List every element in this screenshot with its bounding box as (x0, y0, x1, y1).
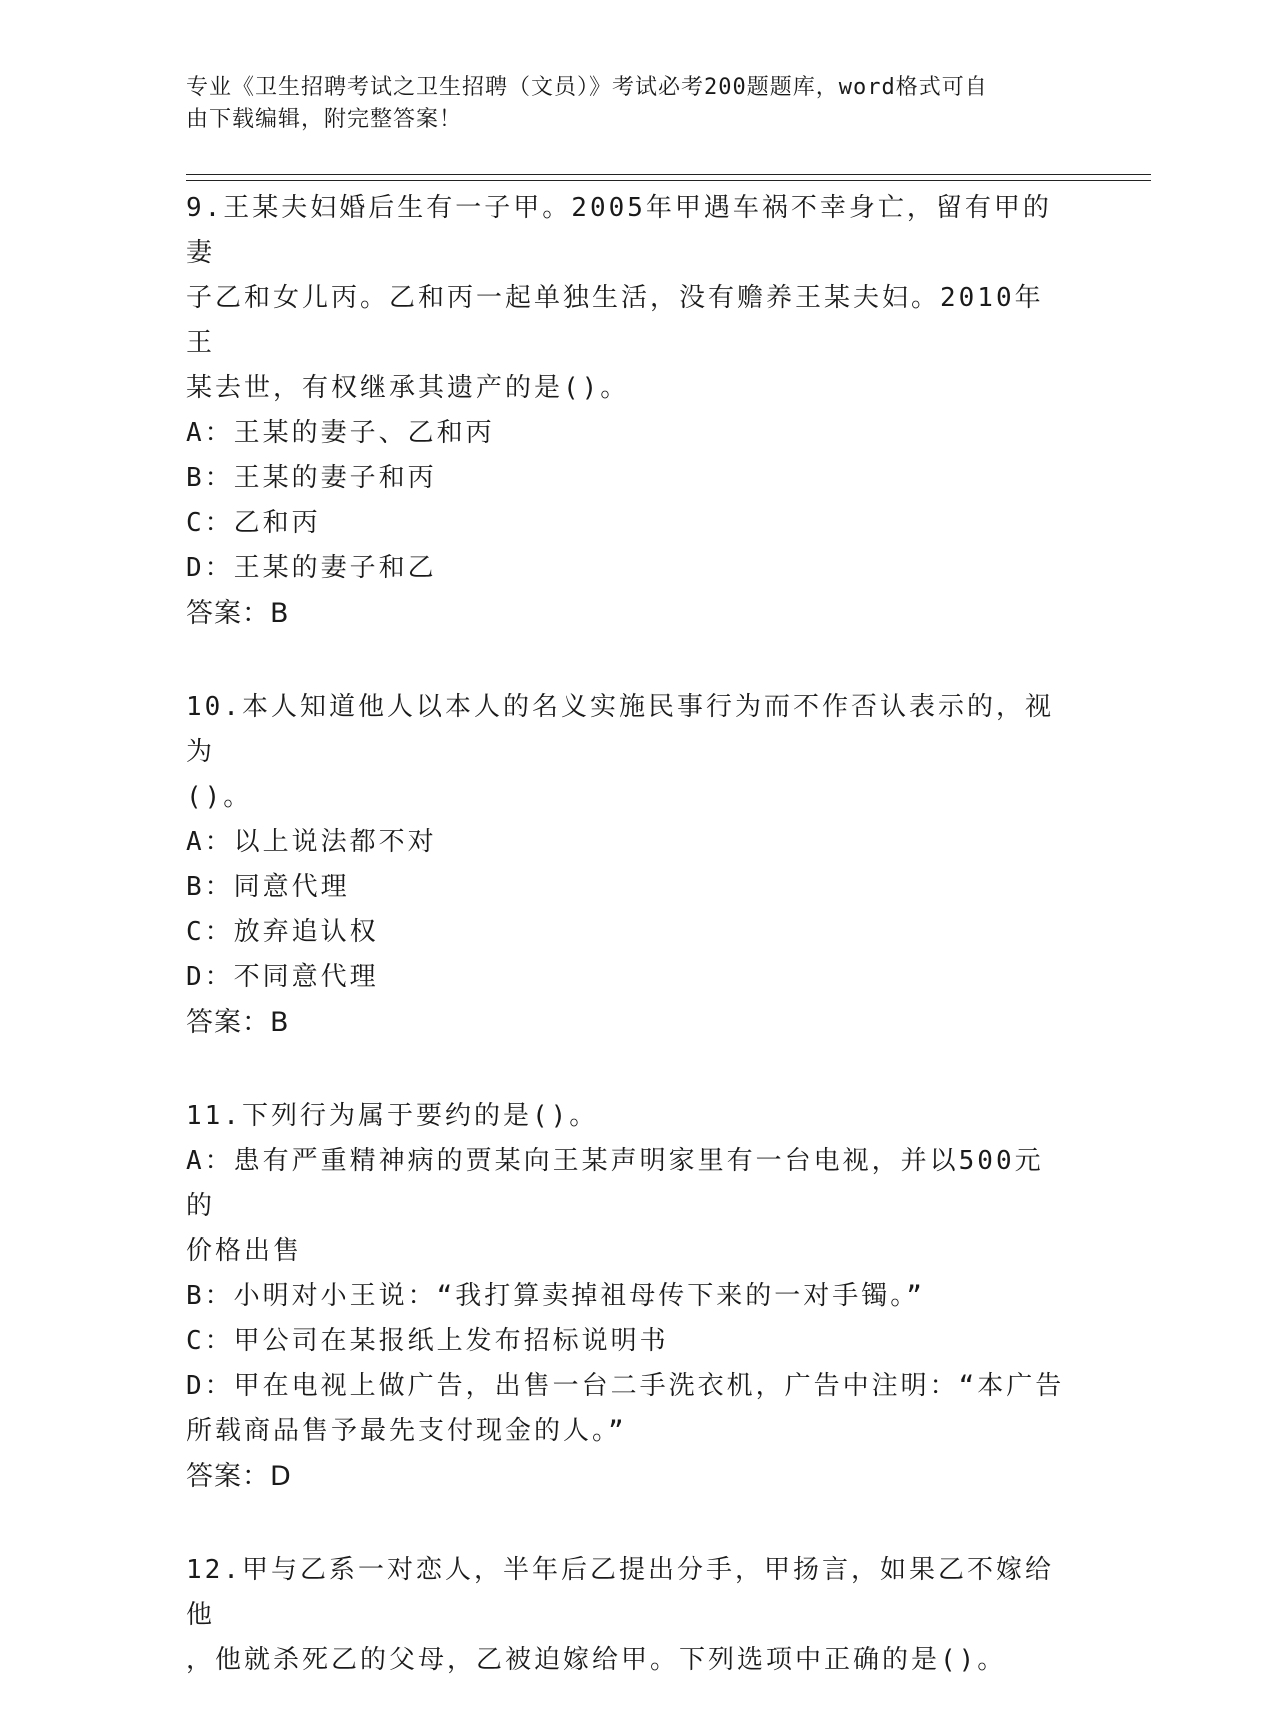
answer-option: C：放弃追认权 (186, 917, 379, 947)
question-block (186, 1548, 1066, 1683)
question-text: 12.甲与乙系一对恋人，半年后乙提出分手，甲扬言，如果乙不嫁给他 (186, 1555, 1054, 1630)
answer-key: 答案：D (186, 1461, 292, 1492)
answer-option: B：小明对小王说：“我打算卖掉祖母传下来的一对手镯。” (186, 1281, 925, 1311)
answer-option: B：同意代理 (186, 872, 350, 902)
header-line: 专业《卫生招聘考试之卫生招聘（文员）》考试必考200题题库，word格式可自 (186, 75, 988, 100)
answer-option: D：王某的妻子和乙 (186, 553, 437, 583)
answer-key: 答案：B (186, 1007, 290, 1038)
question-text: ()。 (186, 782, 253, 812)
answer-option: 价格出售 (186, 1236, 303, 1266)
question-text: 11.下列行为属于要约的是()。 (186, 1101, 599, 1131)
question-block (186, 1094, 1066, 1499)
answer-option: B：王某的妻子和丙 (186, 463, 437, 493)
document-header (186, 72, 1066, 136)
header-divider (186, 180, 1151, 181)
answer-option: C：乙和丙 (186, 508, 321, 538)
question-text: ，他就杀死乙的父母，乙被迫嫁给甲。下列选项中正确的是()。 (186, 1645, 1007, 1675)
answer-option: A：患有严重精神病的贾某向王某声明家里有一台电视，并以500元的 (186, 1146, 1044, 1221)
answer-option: C：甲公司在某报纸上发布招标说明书 (186, 1326, 669, 1356)
question-list (186, 186, 1066, 1732)
answer-key: 答案：B (186, 598, 290, 629)
question-text: 9.王某夫妇婚后生有一子甲。2005年甲遇车祸不幸身亡，留有甲的妻 (186, 193, 1052, 268)
question-text: 10.本人知道他人以本人的名义实施民事行为而不作否认表示的，视为 (186, 692, 1054, 767)
answer-option: A：以上说法都不对 (186, 827, 437, 857)
question-block (186, 685, 1066, 1045)
question-block (186, 186, 1066, 636)
answer-option: 所载商品售予最先支付现金的人。” (186, 1416, 627, 1446)
answer-option: D：不同意代理 (186, 962, 379, 992)
header-divider (186, 174, 1151, 175)
answer-option: A：王某的妻子、乙和丙 (186, 418, 495, 448)
answer-option: D：甲在电视上做广告，出售一台二手洗衣机，广告中注明：“本广告 (186, 1371, 1065, 1401)
question-text: 子乙和女儿丙。乙和丙一起单独生活，没有赡养王某夫妇。2010年王 (186, 283, 1044, 358)
header-line: 由下载编辑，附完整答案！ (186, 107, 463, 132)
question-text: 某去世，有权继承其遗产的是()。 (186, 373, 630, 403)
